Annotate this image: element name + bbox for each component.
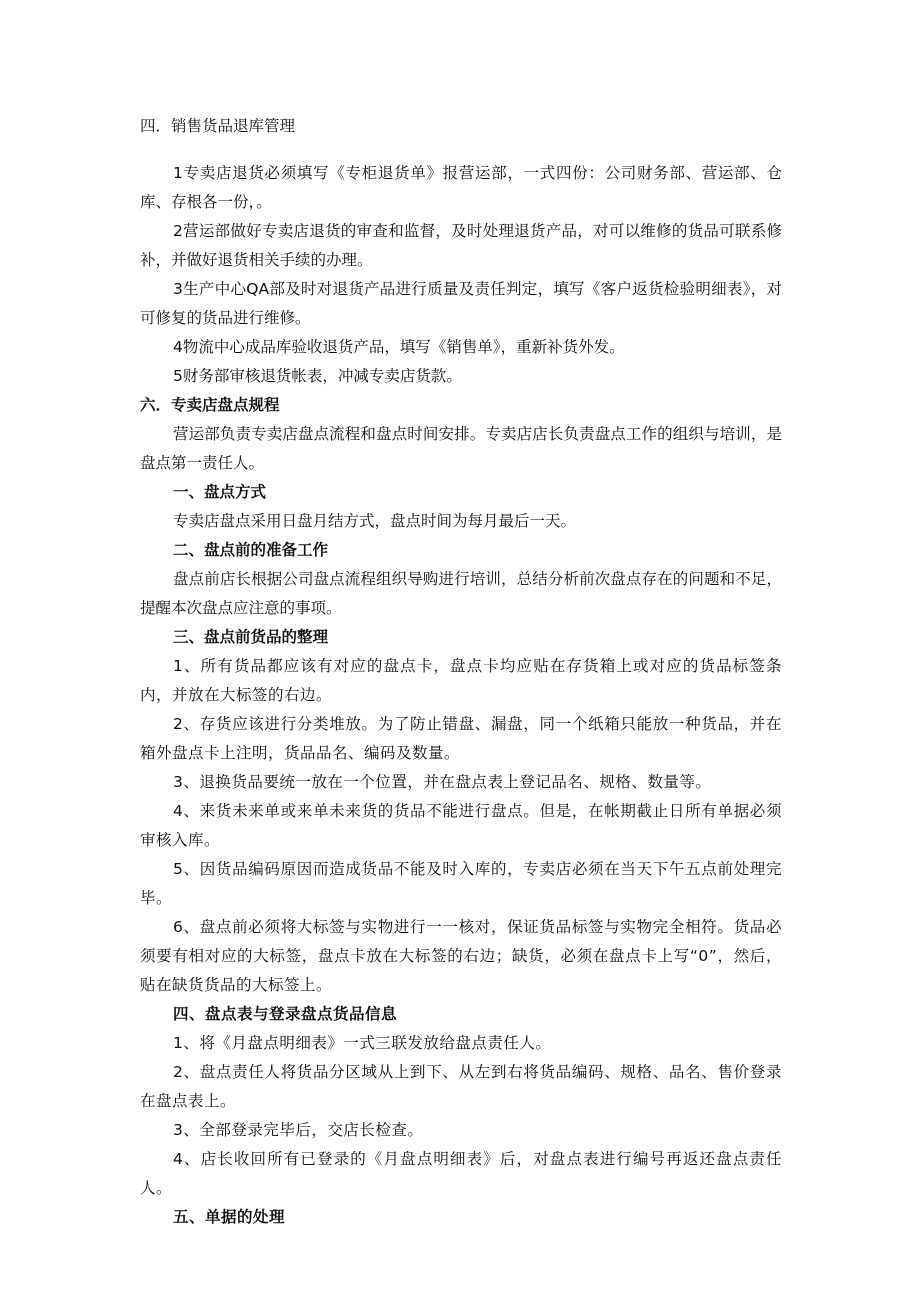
sub2-title: 二、盘点前的准备工作 [173,541,329,559]
sub3-title: 三、盘点前货品的整理 [173,628,329,646]
section6-intro: 营运部负责专卖店盘点流程和盘点时间安排。专卖店店长负责盘点工作的组织与培训，是盘点第一责任人。 [140,425,782,472]
section4-item-5: 5财务部审核退货帐表，冲减专卖店货款。 [173,367,462,385]
section6-title: 六．专卖店盘点规程 [140,396,280,414]
sub4-item-4: 4、店长收回所有已登录的《月盘点明细表》后，对盘点表进行编号再返还盘点责任人。 [140,1150,782,1197]
sub3-item-2: 2、存货应该进行分类堆放。为了防止错盘、漏盘，同一个纸箱只能放一种货品，并在箱外盘点卡上注明，货品品名、编码及数量。 [140,715,782,762]
sub4-title: 四、盘点表与登录盘点货品信息 [173,1005,398,1023]
sub4-item-3: 3、全部登录完毕后，交店长检查。 [173,1121,424,1139]
section4-title: 四．销售货品退库管理 [140,117,296,135]
sub3-item-5: 5、因货品编码原因而造成货品不能及时入库的，专卖店必须在当天下午五点前处理完毕。 [140,860,782,907]
sub4-item-1: 1、将《月盘点明细表》一式三联发放给盘点责任人。 [173,1034,552,1052]
document-content [140,112,782,1232]
sub3-item-6: 6、盘点前必须将大标签与实物进行一一核对，保证货品标签与实物完全相符。货品必须要有相对应的大标签，盘点卡放在大标签的右边；缺货，必须在盘点卡上写“0”，然后，贴在缺货货品的大标签上。 [140,918,782,994]
sub1-title: 一、盘点方式 [173,483,267,501]
sub2-text: 盘点前店长根据公司盘点流程组织导购进行培训，总结分析前次盘点存在的问题和不足，提醒本次盘点应注意的事项。 [140,570,782,617]
sub5-title: 五、单据的处理 [173,1208,286,1226]
section4-item-4: 4物流中心成品库验收退货产品，填写《销售单》，重新补货外发。 [173,338,625,356]
sub1-text: 专卖店盘点采用日盘月结方式，盘点时间为每月最后一天。 [173,512,577,530]
sub3-item-1: 1、所有货品都应该有对应的盘点卡，盘点卡均应贴在存货箱上或对应的货品标签条内，并放在大标签的右边。 [140,657,782,704]
sub3-item-4: 4、来货未来单或来单未来货的货品不能进行盘点。但是，在帐期截止日所有单据必须审核入库。 [140,802,782,849]
section4-item-3: 3生产中心QA部及时对退货产品进行质量及责任判定，填写《客户返货检验明细表》，对可修复的货品进行维修。 [140,280,782,327]
section4-item-2: 2营运部做好专卖店退货的审查和监督，及时处理退货产品，对可以维修的货品可联系修补，并做好退货相关手续的办理。 [140,222,782,269]
section4-item-1: 1专卖店退货必须填写《专柜退货单》报营运部，一式四份：公司财务部、营运部、仓库、存根各一份，。 [140,164,782,211]
sub4-item-2: 2、盘点责任人将货品分区域从上到下、从左到右将货品编码、规格、品名、售价登录在盘点表上。 [140,1063,782,1110]
sub3-item-3: 3、退换货品要统一放在一个位置，并在盘点表上登记品名、规格、数量等。 [173,773,712,791]
